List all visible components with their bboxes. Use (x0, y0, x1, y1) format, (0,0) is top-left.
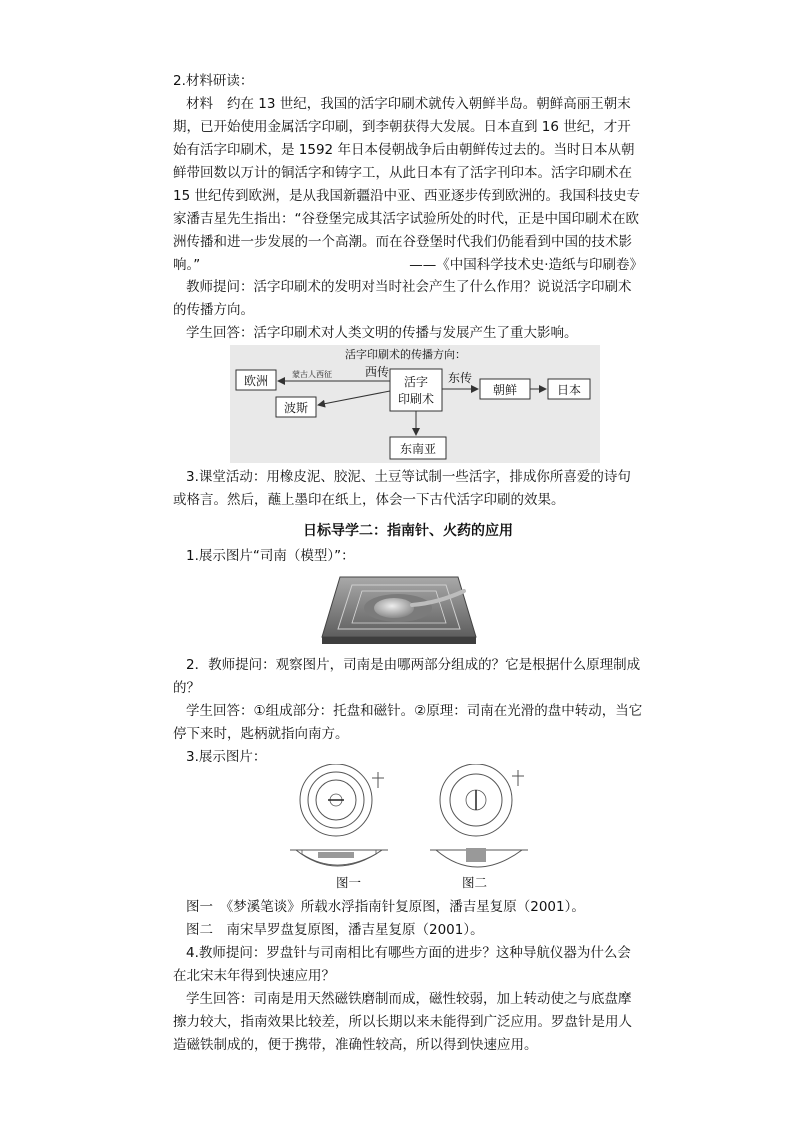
material-label: 材料 (186, 96, 213, 112)
heading-2: 日标导学二：指南针、火药的应用 (303, 523, 513, 539)
diagram-title: 活字印刷术的传播方向： (345, 348, 466, 361)
teacher-question-4: 4.教师提问：罗盘针与司南相比有哪些方面的进步？这种导航仪器为什么会在北宋末年得到快速应用？ (173, 945, 631, 984)
teacher-question-2: 2．教师提问：观察图片，司南是由哪两部分组成的？它是根据什么原理制成的？ (173, 657, 641, 696)
figure-2-label: 图二 (462, 875, 488, 890)
center-line2: 印刷术 (397, 392, 435, 406)
mongol-west-label: 蒙古人西征 (292, 370, 332, 379)
persia-label: 波斯 (283, 401, 309, 415)
east-label: 东传 (448, 371, 473, 385)
citation: ——《中国科学技术史·造纸与印刷卷》 (409, 257, 643, 273)
compass-figures (290, 764, 540, 888)
japan-label: 日本 (556, 383, 582, 397)
figure-1-caption: 图一 《梦溪笔谈》所载水浮指南针复原图，潘吉星复原（2001）。 (186, 899, 585, 915)
section-2-title: 2.材料研读： (173, 73, 254, 89)
center-line1: 活字 (403, 375, 429, 389)
material-text: 约在 13 世纪，我国的活字印刷术就传入朝鲜半岛。朝鲜高丽王朝末期，已开始使用金属活字印刷，到李朝获得大发展。日本直到 16 世纪，才开始有活字印刷术，是 1592 年日本侵朝战争后由朝鲜传过去的。当时日本从朝鲜带回数以万计的铜活字和铸字工，从此日本有了活字刊印本。活字印刷术在 15 世纪传到欧洲，是从我国新疆沿中亚、西亚逐步传到欧洲的。我国科技史专家潘吉星先生指出：“谷登堡完成其活字试验所处的时代，正是中国印刷术在欧洲传播和进一步发展的一个高潮。而在谷登堡时代我们仍能看到中国的技术影响。” (173, 96, 640, 273)
student-answer-1: 学生回答：活字印刷术对人类文明的传播与发展产生了重大影响。 (186, 325, 578, 341)
figure-2-drawing (430, 764, 528, 867)
show-picture-3: 3.展示图片： (186, 749, 267, 765)
sinan-model-photo (318, 571, 478, 647)
class-activity: 3.课堂活动：用橡皮泥、胶泥、土豆等试制一些活字，排成你所喜爱的诗句或格言。然后，蘸上墨印在纸上，体会一下古代活字印刷的效果。 (173, 469, 631, 508)
korea-label: 朝鲜 (492, 383, 518, 397)
figure-1-label: 图一 (336, 875, 362, 890)
printing-spread-diagram (230, 345, 600, 463)
figure-1-drawing (290, 764, 388, 866)
material-paragraph (173, 93, 643, 277)
teacher-question-1: 教师提问：活字印刷术的发明对当时社会产生了什么作用？说说活字印刷术的传播方向。 (173, 279, 632, 318)
student-answer-2: 学生回答：①组成部分：托盘和磁针。②原理：司南在光滑的盘中转动，当它停下来时，匙柄就指向南方。 (173, 703, 643, 742)
student-answer-4: 学生回答：司南是用天然磁铁磨制而成，磁性较弱，加上转动使之与底盘摩擦力较大，指南效果比较差，所以长期以来未能得到广泛应用。罗盘针是用人造磁铁制成的，便于携带，准确性较高，所以得到快速应用。 (173, 991, 632, 1053)
west-label: 西传 (365, 365, 390, 379)
southeast-asia-label: 东南亚 (399, 442, 437, 456)
figure-2-caption: 图二 南宋旱罗盘复原图，潘吉星复原（2001）。 (186, 922, 484, 938)
show-picture-1: 1.展示图片“司南（模型）”： (186, 548, 355, 564)
europe-label: 欧洲 (243, 374, 269, 388)
